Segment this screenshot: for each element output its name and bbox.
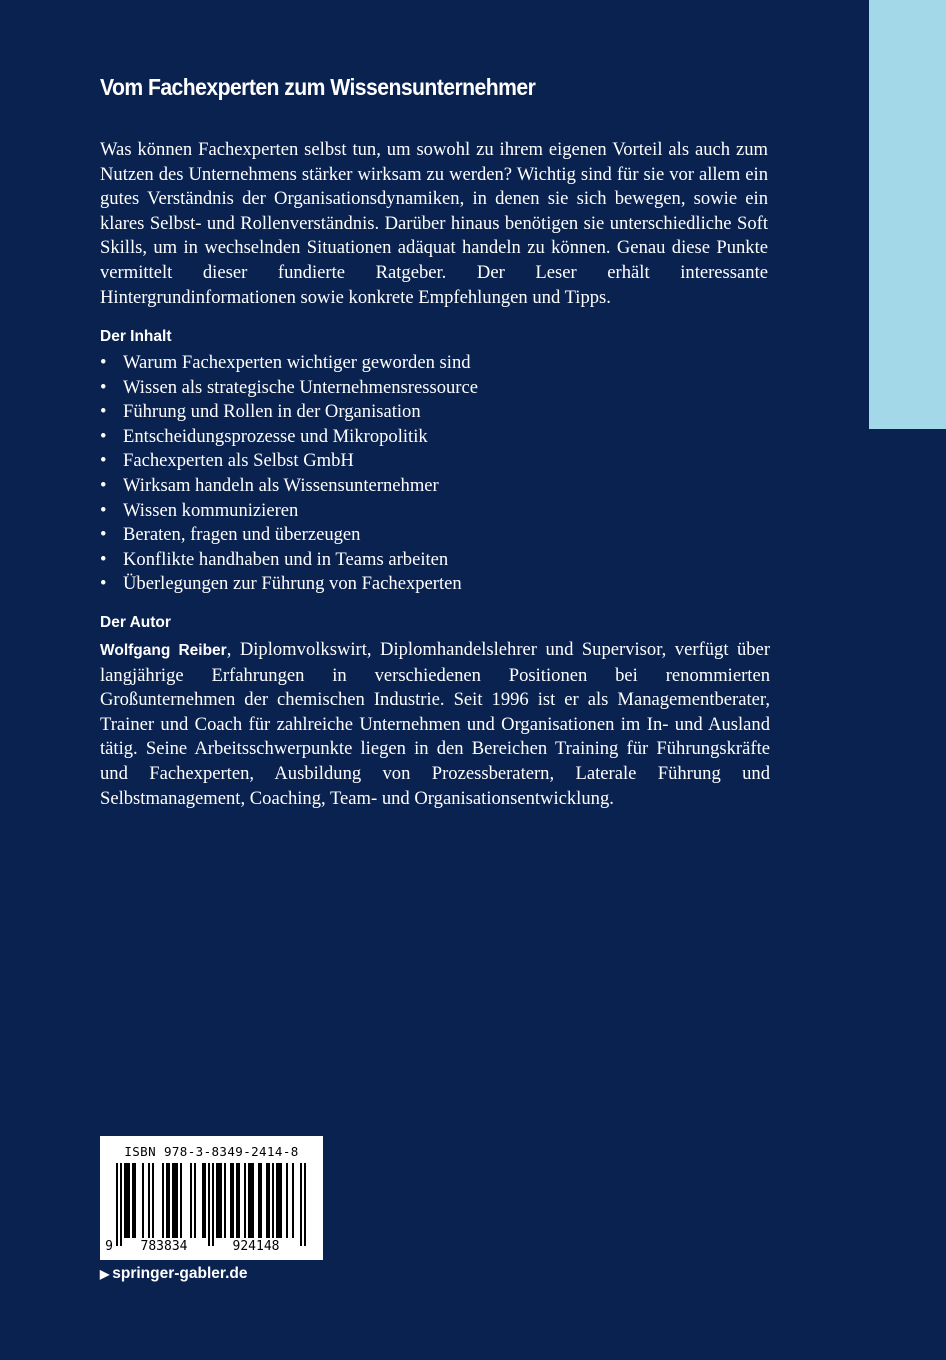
barcode-bar [268,1163,270,1238]
book-title: Vom Fachexperten zum Wissensunternehmer [100,74,536,100]
contents-item-label: Wissen kommunizieren [123,499,299,521]
contents-item-label: Überlegungen zur Führung von Fachexperten [123,573,462,595]
barcode-bar [236,1163,238,1238]
barcode-bar [224,1163,226,1238]
barcode-bar [218,1163,220,1238]
barcode-bar [278,1163,280,1238]
bullet-icon: • [100,573,107,595]
accent-strip [869,0,946,429]
contents-item [100,425,770,450]
intro-paragraph: Was können Fachexperten selbst tun, um sowohl zu ihrem eigenen Vorteil als auch zum Nutzen des Unternehmens stärker wirksam zu werden? Wichtig sind für sie vor allem ein gutes Verständnis der Organisationsdynamiken, in denen sie sich bewegen, sowie ein klares Selbst- und Rollenverständnis. Darüber hinaus benötigen sie unterschiedliche Soft Skills, um in wechselnden Situationen adäquat handeln zu können. Genau diese Punkte vermittelt dieser fundierte Ratgeber. Der Leser erhält interessante Hintergrundinformationen sowie konkrete Empfehlungen und Tipps. [100,139,768,308]
barcode-bar [304,1163,306,1246]
barcode-bar [272,1163,274,1238]
contents-item [100,351,770,376]
barcode-bar [258,1163,260,1238]
bullet-icon: • [100,474,107,496]
contents-item [100,499,770,524]
bullet-icon: • [100,548,107,570]
author-bio: , Diplomvolkswirt, Diplomhandelslehrer und Supervisor, verfügt über langjährige Erfahrungen in verschiedenen Positionen bei renommierten Großunternehmen der chemischen Industrie. Seit 1996 ist er als Managementberater, Trainer und Coach für zahlreiche Unternehmen und Organisationen im In- und Ausland tätig. Seine Arbeitsschwerpunkte liegen in den Bereichen Training für Führungskräfte und Fachexperten, Ausbildung von Prozessberatern, Laterale Führung und Selbstmanagement, Coaching, Team- und Organisationsentwicklung. [100,639,771,809]
barcode-bar [128,1163,130,1238]
arrow-right-icon: ▶ [100,1267,110,1281]
contents-item [100,400,770,425]
contents-heading: Der Inhalt [100,328,172,345]
barcode-bar [216,1163,218,1238]
barcode-bar [260,1163,262,1238]
barcode-bar [292,1163,294,1238]
barcode-bar [212,1163,214,1246]
barcode-bar [162,1163,164,1238]
barcode-bar [202,1163,204,1238]
contents-item-label: Entscheidungsprozesse und Mikropolitik [123,425,428,447]
barcode-bar [280,1163,282,1238]
contents-item [100,449,770,474]
barcode-digits: 9 [105,1239,113,1254]
barcode-bar [252,1163,254,1238]
barcode-bar [230,1163,232,1238]
barcode-bar [232,1163,234,1238]
barcode-bar [190,1163,192,1238]
barcode-bar [148,1163,150,1238]
barcode-bar [120,1163,122,1246]
barcode-bar [266,1163,268,1238]
barcode-bar [250,1163,252,1238]
barcode-bar [152,1163,154,1238]
contents-item-label: Wissen als strategische Unternehmensressource [123,376,478,398]
contents-item [100,376,770,401]
author-paragraph [100,638,770,811]
barcode-bar [124,1163,126,1238]
barcode-bar [220,1163,222,1238]
isbn-barcode [100,1136,323,1260]
barcode-bar [142,1163,144,1238]
contents-item [100,572,770,597]
barcode-bar [172,1163,174,1238]
barcode-bar [132,1163,134,1238]
barcode-bar [244,1163,246,1238]
bullet-icon: • [100,352,107,373]
isbn-label: ISBN 978-3-8349-2414-8 [124,1144,299,1159]
barcode-bar [248,1163,250,1238]
barcode-bar [208,1163,210,1246]
barcode-digits: 924148 [232,1239,280,1254]
contents-item [100,523,770,548]
contents-item-label: Beraten, fragen und überzeugen [123,524,361,546]
author-heading: Der Autor [100,614,171,631]
barcode-bar [126,1163,128,1238]
contents-item [100,548,770,573]
contents-item-label: Wirksam handeln als Wissensunternehmer [123,474,439,496]
contents-item-label: Konflikte handhaben und in Teams arbeiten [123,548,449,570]
barcode-bar [166,1163,168,1238]
contents-item [100,474,770,499]
barcode-bar [174,1163,176,1238]
bullet-icon: • [100,524,107,546]
author-name: Wolfgang Reiber [100,642,227,659]
bullet-icon: • [100,401,107,423]
contents-item-label: Führung und Rollen in der Organisation [123,401,421,423]
bullet-icon: • [100,376,107,398]
barcode-bar [168,1163,170,1238]
barcode-bar [300,1163,302,1246]
barcode-bar [180,1163,182,1238]
barcode-bar [204,1163,206,1238]
barcode-bar [116,1163,118,1246]
website-url: springer-gabler.de [112,1265,248,1282]
barcode-digits: 783834 [140,1239,188,1254]
bullet-icon: • [100,499,107,521]
contents-item-label: Warum Fachexperten wichtiger geworden sind [123,352,471,373]
website-link[interactable] [100,1265,247,1283]
barcode-bar [238,1163,240,1238]
contents-item-label: Fachexperten als Selbst GmbH [123,450,354,472]
barcode-bar [286,1163,288,1238]
barcode-bar [176,1163,178,1238]
barcode-bar [194,1163,196,1238]
barcode-graphic [100,1136,323,1260]
bullet-icon: • [100,450,107,472]
barcode-bar [134,1163,136,1238]
barcode-bar [276,1163,278,1238]
contents-list [100,351,770,597]
bullet-icon: • [100,425,107,447]
